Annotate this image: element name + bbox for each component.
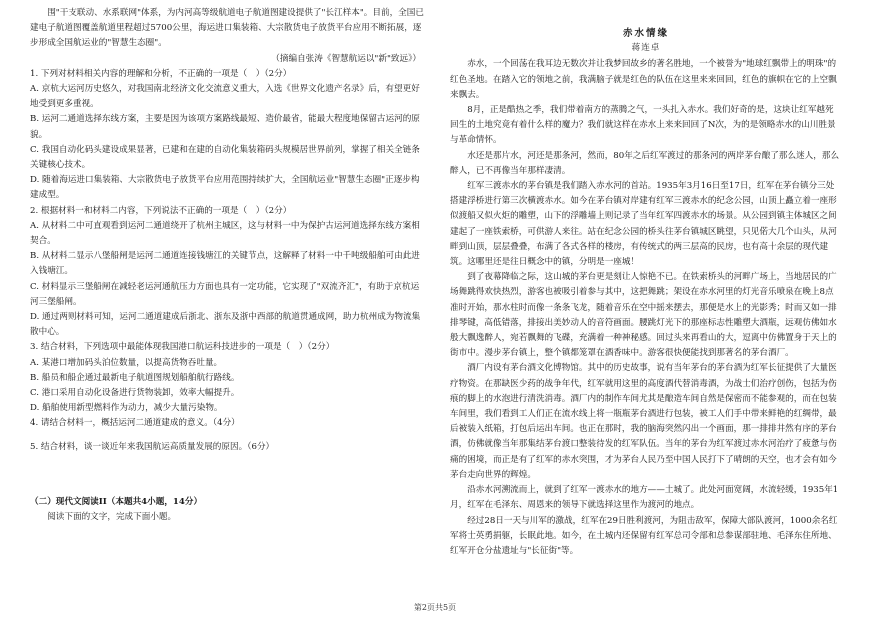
page-number: 第2页共5页 — [413, 603, 457, 612]
article-paragraph-6: 酒厂内设有茅台酒文化博物馆。其中的历史故事，说有当年茅台的茅台酒为红军长征提供了大量医疗物资。在那缺医少药的战争年代，红军就用这里的高度酒代替消毒酒，为战士们治疗创伤，包括为伤痕的脚上的水泡进行清洗消毒。酒厂内的制作车间尤其是酿造车间自然是保密而不能参观的，而在包装车间里，我们看到工人们正在流水线上将一瓶瓶茅台酒进行包装，被工人们手中带来鲜艳的红绸带，最后被装入纸箱，打包后运出车间。也正在那时，我的脑海突然闪出一个画面，那一排排井然有序的茅台酒，仿佛就像当年那集结茅台渡口整装待发的红军队伍。当年的茅台为红军渡过赤水河治疗了疲惫与伤痛的困境，而正是有了红军的赤水突围，才为茅台人民乃至中国人民打下了晴朗的天空，也才会有如今茅台走向世界的辉煌。 — [450, 363, 837, 480]
article-paragraph-2: 8月，正是酷热之季，我们带着南方的蒸腾之气，一头扎入赤水。我们好奇的是，这块让红军越死回生的土地究竟有着什么样的魔力？我们就这样在赤水上来来回回了N次，为的是领略赤水的山川胜景与革命情怀。 — [450, 105, 836, 146]
left-column — [30, 6, 425, 525]
intro-paragraph: 围"干支联动、水系联网"体系，为内河高等级航道电子航道图建设提供了"长江样本"。目前，全国已建电子航道图覆盖航道里程超过5700公里，海运进口集装箱、大宗散货电子放货平台应用不断拓展，逐步形成全国航运业的"智慧生态圈"。 — [30, 8, 424, 49]
article-paragraph-3: 水还是那片水，河还是那条河，然而，80年之后红军渡过的那条河的两岸茅台酿了那么迷人，那么醉人，已不再像当年那样凄清。 — [450, 150, 840, 176]
section-2-instructions: 阅读下面的文字，完成下面小题。 — [47, 512, 177, 523]
article-paragraph-8: 经过28日一天与川军的激战，红军在29日胜利渡河，为阻击敌军，保障大部队渡河，1000余名红军将士英勇捐躯，长眠此地。如今，在土城内还保留有红军总司令部和总参谋部驻地、毛泽东住所地、红军开仓分盐遗址与"长征街"等。 — [450, 515, 838, 556]
answer-space-5 — [30, 455, 425, 475]
article-paragraph-4: 红军三渡赤水的茅台镇是我们踏入赤水河的首站。1935年3月16日至17日，红军在茅台镇分三处搭建浮桥进行第三次横渡赤水。如今在茅台镇对岸建有红军三渡赤水的纪念公园，山顶上矗立着一座形似渡船又似火炬的雕塑，山下的浮雕墙上则记录了当年红军四渡赤水的场景。从公园到镇主体城区之间建起了一座铁索桥，可供游人来往。站在纪念公园的桥头往茅台镇城区眺望，只见偌大几个山头，从河畔到山顶，层层叠叠，布满了各式各样的楼房，有传统式的两三层高的民房，也有高十余层的现代建筑。这哪里还是往日概念中的镇，分明是一座城！ — [450, 181, 837, 268]
q1-option-c: C. 我国自动化码头建设成果显著，已建和在建的自动化集装箱码头规模居世界前列，掌握了相关全链条关键核心技术。 — [30, 144, 420, 171]
q3-option-c: C. 港口采用自动化设备进行货物装卸，效率大幅提升。 — [30, 388, 240, 399]
article-paragraph-1: 赤水，一个回荡在我耳边无数次并让我梦回故乡的著名胜地，一个被誉为"地球红飘带上的明珠"的红色圣地。在踏入它的领地之前，我满脑子就是红色的队伍在这里来来回回，红色的旗帜在它的上空飘来飘去。 — [450, 59, 837, 100]
question-4: 4. 请结合材料一，概括运河二通道建成的意义。（4分） — [30, 418, 240, 429]
answer-space-5b — [30, 475, 425, 495]
article-paragraph-5: 到了夜幕降临之际，这山城的茅台更是刻让人惊艳不已。在铁索桥头的河畔广场上，当地居民的广场舞跳得欢快热烈，游客也被吸引着参与其中，这把舞跳；架设在赤水河里的灯光音乐喷泉在晚上8点准时开始，那水柱时而像一条条飞龙，随着音乐在空中摇来摆去，那便是水上的光影秀；时而又如一排排琴键，高低错落，排接出美妙动人的音符画面。腰跳灯光下的那座标志性雕塑大酒瓶，远观仿佛如水般大飘逸醉人，宛若飘舞的飞碟，充满着一种神秘感。回过头来再看山的大，逗离中仿佛置身于天上的街市中。漫步茅台镇上，整个镇都笼罩在酒香味中。游客很快便能找到那著名的茅台酒厂。 — [450, 272, 837, 359]
article-author: 蒋连卓 — [631, 43, 661, 54]
question-2 — [30, 204, 425, 341]
question-1 — [30, 67, 425, 204]
source-citation: （摘编自张涛《智慧航运以"新"致远》） — [271, 53, 421, 64]
q1-stem: 1. 下列对材料相关内容的理解和分析，不正确的一项是（ ）（2分） — [30, 68, 292, 79]
q3-stem: 3. 结合材料，下列选项中最能体现我国港口航运科技进步的一项是（ ）（2分） — [30, 342, 335, 353]
section-2-title: （二）现代文阅读II（本题共4小题，14分） — [30, 496, 203, 507]
q3-option-a: A. 某港口增加码头泊位数量，以提高货物吞吐量。 — [30, 357, 223, 368]
q1-option-b: B. 运河二通道选择东线方案，主要是因为该项方案路线最短、造价最省，能最大程度地保留古运河的原貌。 — [30, 114, 420, 140]
q1-option-a: A. 京杭大运河历史悠久，对我国南北经济文化交流意义重大，入选《世界文化遗产名录》后，有望更好地受到更多重视。 — [30, 84, 420, 110]
right-column — [450, 6, 842, 559]
article-title: 赤水情缘 — [622, 28, 669, 39]
q2-option-b: B. 从材料二显示八堡船闸是运河二通道连接钱塘江的关键节点，这解释了材料一中千吨级船舶可由此进入钱塘江。 — [30, 251, 420, 277]
article-paragraph-7: 沿赤水河溯流而上，就到了红军一渡赤水的地方——土城了。此处河面宽阔，水流轻缓，1935年1月，红军在毛泽东、周恩来的领导下就选择这里作为渡河的地点。 — [450, 485, 839, 511]
q3-option-b: B. 船员和船企通过最新电子航道图规划船舶航行路线。 — [30, 372, 240, 383]
q2-option-a: A. 从材料二中可直观看到运河二通道绕开了杭州主城区，这与材料一中为保护古运河道选择东线方案相契合。 — [30, 220, 420, 247]
answer-space-4 — [30, 432, 425, 440]
q1-option-d: D. 随着海运进口集装箱、大宗散货电子放货平台应用范围持续扩大，全国航运业"智慧生态圈"正逐步构建成型。 — [30, 175, 420, 201]
q2-stem: 2. 根据材料一和材料二内容，下列说法不正确的一项是（ ）（2分） — [30, 205, 292, 216]
q3-option-d: D. 船舶使用新型燃料作为动力，减少大量污染物。 — [30, 403, 223, 414]
q2-option-c: C. 材料显示三堡船闸在减轻老运河通航压力方面也具有一定功能，它实现了"双流齐汇"，有助于京杭运河三堡船闸。 — [30, 281, 420, 307]
question-5: 5. 结合材料，谈一谈近年来我国航运高质量发展的原因。（6分） — [30, 441, 275, 452]
question-3 — [30, 340, 425, 416]
q2-option-d: D. 通过两则材料可知，运河二通道建成后浙北、浙东及浙中西部的航道贯通成网，助力杭州成为物流集散中心。 — [30, 312, 421, 338]
